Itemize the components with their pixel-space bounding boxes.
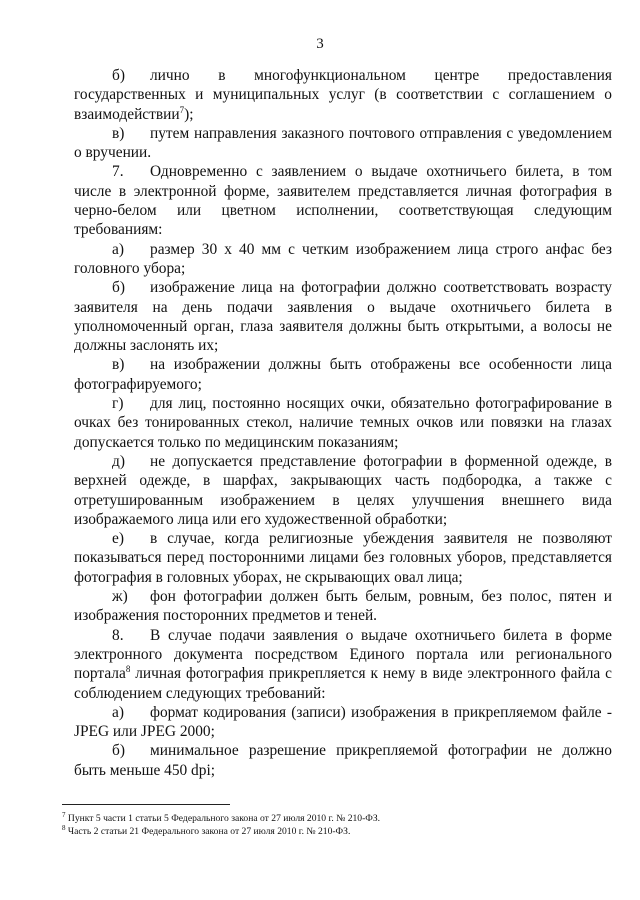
document-body: [74, 66, 612, 780]
list-marker: г): [112, 395, 124, 413]
paragraph-text: минимальное разрешение прикрепляемой фотографии не должно быть меньше 450 dpi;: [74, 742, 612, 779]
list-marker: а): [112, 240, 124, 258]
paragraph-text: В случае подачи заявления о выдаче охотничьего билета в форме электронного документа посредством Единого портала или регионального портала: [74, 626, 612, 683]
footnote-ref[interactable]: 7: [179, 104, 185, 115]
paragraph-tail: личная фотография прикрепляется к нему в виде электронного файла с соблюдением следующих требований:: [74, 665, 612, 702]
list-marker: ж): [112, 588, 128, 606]
paragraph-text: изображение лица на фотографии должно соответствовать возрасту заявителя на день подачи заявления о выдаче охотничьего билета в уполномоченный орган, глаза заявителя должны быть открытыми, а волосы не должны заслонять их;: [74, 279, 612, 355]
list-marker: б): [112, 67, 125, 84]
paragraph: [74, 626, 612, 703]
paragraph: [74, 278, 612, 355]
list-marker: б): [112, 742, 125, 760]
paragraph: [74, 162, 612, 239]
paragraph-text: в случае, когда религиозные убеждения заявителя не позволяют показываться перед посторонними лицами без головных уборов, представляется фотография в головных уборах, не скрывающих овал лица;: [74, 530, 612, 586]
paragraph-text: Одновременно с заявлением о выдаче охотничьего билета, в том числе в электронной форме, заявителем представляется личная фотография в черно-белом или цветном исполнении, соответствующая следующим требованиям:: [74, 163, 612, 239]
list-marker: а): [112, 703, 124, 721]
paragraph-text: формат кодирования (записи) изображения в прикрепляемом файле - JPEG или JPEG 2000;: [74, 703, 612, 741]
footnote-text: Часть 2 статьи 21 Федерального закона от 27 июля 2010 г. № 210-ФЗ.: [67, 826, 351, 837]
footnote: [62, 812, 602, 825]
paragraph-text: путем направления заказного почтового отправления с уведомлением о вручении.: [74, 124, 612, 162]
paragraph: [74, 240, 612, 279]
paragraph-text: лично в многофункциональном центре предоставления государственных и муниципальных услуг (в соответствии с соглашением о взаимодействии: [74, 67, 612, 123]
footnote-text: Пункт 5 части 1 статьи 5 Федерального закона от 27 июля 2010 г. № 210-ФЗ.: [67, 813, 381, 824]
paragraph: [74, 124, 612, 163]
footnote-divider: [62, 804, 230, 805]
paragraph: [74, 394, 612, 452]
paragraph-tail: );: [184, 105, 194, 123]
list-marker: в): [112, 124, 125, 142]
list-marker: д): [112, 452, 125, 470]
paragraph: [74, 66, 612, 124]
paragraph: [74, 355, 612, 394]
footnote-number: 7: [62, 810, 66, 819]
paragraph: [74, 452, 612, 529]
list-marker: 8.: [112, 626, 124, 644]
list-marker: 7.: [112, 163, 124, 181]
paragraph-text: на изображении должны быть отображены все особенности лица фотографируемого;: [74, 356, 612, 393]
list-marker: б): [112, 279, 125, 297]
paragraph: [74, 587, 612, 626]
list-marker: е): [112, 530, 124, 548]
paragraph: [74, 741, 612, 780]
paragraph-text: не допускается представление фотографии в форменной одежде, в верхней одежде, в шарфах, закрывающих часть подбородка, а также с отретушированным изображением в целях улучшения внешнего вида изображаемого лица или его художественной обработки;: [74, 452, 612, 528]
list-marker: в): [112, 356, 125, 374]
paragraph-text: фон фотографии должен быть белым, ровным, без полос, пятен и изображения посторонних предметов и теней.: [74, 588, 612, 625]
paragraph: [74, 529, 612, 587]
paragraph-text: размер 30 х 40 мм с четким изображением лица строго анфас без головного убора;: [74, 240, 612, 277]
footnote-number: 8: [62, 823, 66, 832]
footnote-ref[interactable]: 8: [125, 664, 131, 675]
footnotes: [62, 812, 602, 838]
footnote: [62, 825, 602, 838]
paragraph: [74, 703, 612, 742]
page-number: 3: [316, 36, 324, 52]
paragraph-text: для лиц, постоянно носящих очки, обязательно фотографирование в очках без тонированных стекол, наличие темных очков или повязки на глазах допускается только по медицинским показаниям;: [74, 395, 612, 451]
